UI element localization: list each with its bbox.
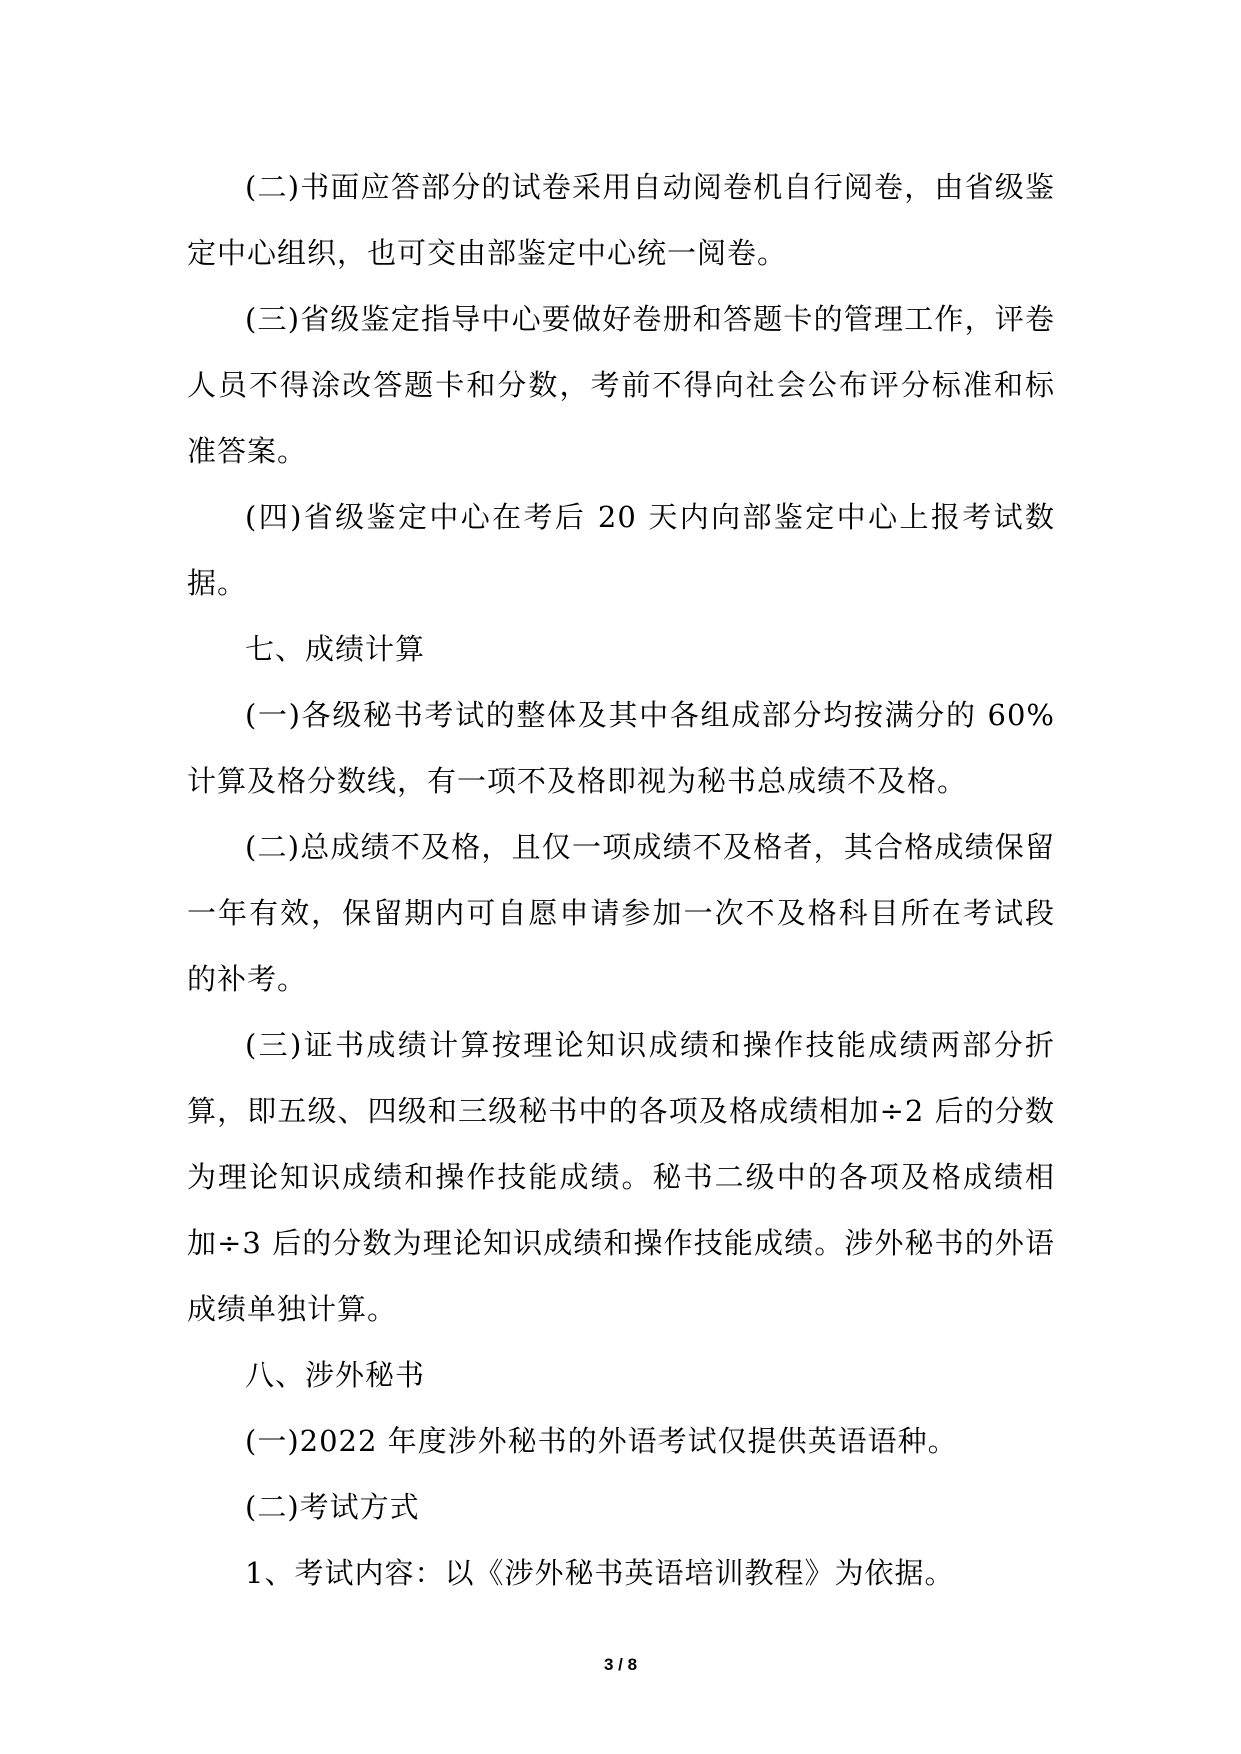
- section-heading: 八、涉外秘书: [245, 1358, 426, 1392]
- page-number: 3 / 8: [603, 1655, 638, 1674]
- paragraph: (二)书面应答部分的试卷采用自动阅卷机自行阅卷，由省级鉴定中心组织，也可交由部鉴定中心统一阅卷。: [187, 170, 1055, 270]
- paragraph: (一)2022 年度涉外秘书的外语考试仅提供英语语种。: [245, 1424, 958, 1458]
- paragraph: (三)省级鉴定指导中心要做好卷册和答题卡的管理工作，评卷人员不得涂改答题卡和分数，考前不得向社会公布评分标准和标准答案。: [187, 302, 1055, 468]
- paragraph: (二)总成绩不及格，且仅一项成绩不及格者，其合格成绩保留一年有效，保留期内可自愿申请参加一次不及格科目所在考试段的补考。: [187, 830, 1055, 996]
- document-body: [187, 154, 1055, 1606]
- paragraph: (二)考试方式: [245, 1490, 420, 1524]
- paragraph: (四)省级鉴定中心在考后 20 天内向部鉴定中心上报考试数据。: [187, 500, 1055, 600]
- paragraph: (三)证书成绩计算按理论知识成绩和操作技能成绩两部分折算，即五级、四级和三级秘书中的各项及格成绩相加÷2 后的分数为理论知识成绩和操作技能成绩。秘书二级中的各项及格成绩相加÷3 后的分数为理论知识成绩和操作技能成绩。涉外秘书的外语成绩单独计算。: [187, 1028, 1055, 1326]
- paragraph: (一)各级秘书考试的整体及其中各组成部分均按满分的 60%计算及格分数线，有一项不及格即视为秘书总成绩不及格。: [187, 698, 1055, 798]
- section-heading: 七、成绩计算: [245, 632, 426, 666]
- paragraph: 1、考试内容：以《涉外秘书英语培训教程》为依据。: [245, 1556, 955, 1590]
